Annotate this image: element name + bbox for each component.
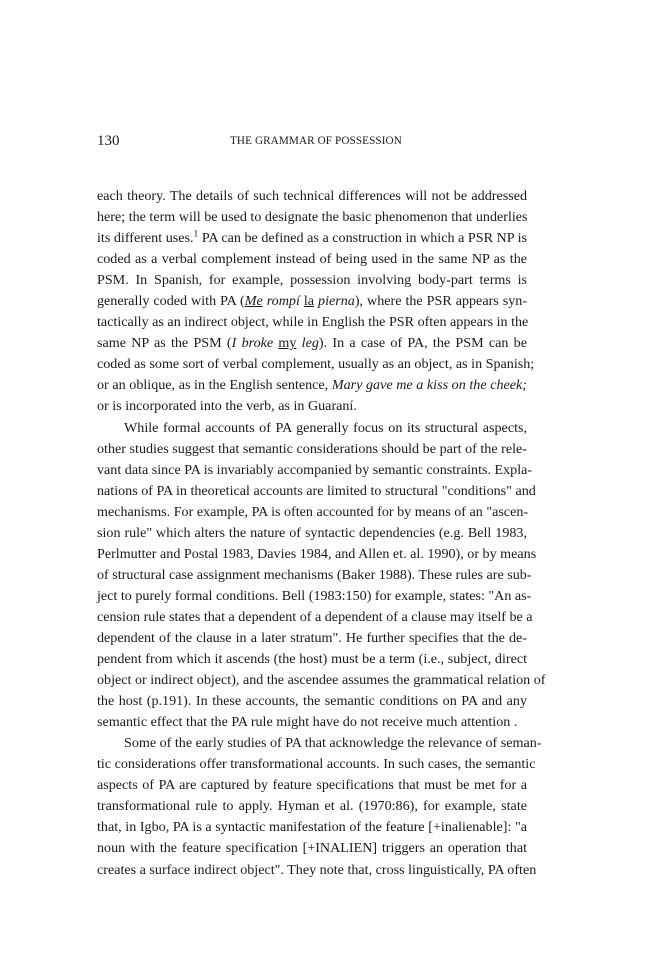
text-run: noun with the feature specification [+INALIEN] triggers an operation that	[97, 840, 527, 857]
text-line	[97, 228, 527, 249]
text-run: Perlmutter and Postal 1983, Davies 1984, and Allen et. al. 1990), or by means	[97, 545, 537, 562]
text-run: semantic effect that the PA rule might have do not receive much attention .	[97, 714, 518, 731]
text-run: nations of PA in theoretical accounts are limited to structural "conditions" and	[97, 482, 536, 499]
text-line	[97, 649, 527, 670]
italic-text: Mary gave me a kiss on the cheek;	[331, 377, 527, 394]
text-line	[97, 817, 527, 838]
text-run: ject to purely formal conditions. Bell (1983:150) for example, states: "An as-	[97, 587, 532, 604]
text-run: other studies suggest that semantic considerations should be part of the rele-	[97, 440, 527, 457]
text-run: mechanisms. For example, PA is often accounted for by means of an "ascen-	[97, 503, 529, 520]
text-run: While formal accounts of PA generally focus on its structural aspects,	[124, 419, 527, 436]
text-run: or an oblique, as in the English sentence,	[97, 377, 332, 394]
text-run: its different uses.	[97, 230, 194, 247]
text-line	[97, 312, 527, 333]
text-run: tic considerations offer transformational accounts. In such cases, the semantic	[97, 756, 536, 773]
text-line	[97, 333, 527, 354]
italic-text: I broke	[231, 335, 279, 352]
text-line	[97, 733, 542, 754]
text-run: generally coded with PA (	[97, 293, 245, 310]
text-run: Some of the early studies of PA that acknowledge the relevance of seman-	[124, 735, 542, 752]
text-run: that, in Igbo, PA is a syntactic manifestation of the feature [+inalienable]: "a	[97, 819, 527, 836]
italic-text: leg	[296, 335, 319, 352]
text-line	[97, 523, 527, 544]
text-line	[97, 249, 527, 270]
text-run: cension rule states that a dependent of a dependent of a clause may itself be a	[97, 608, 533, 625]
underlined-text: my	[278, 335, 297, 352]
text-run: or is incorporated into the verb, as in Guaraní.	[97, 398, 357, 415]
text-line	[97, 544, 537, 565]
text-line	[97, 354, 535, 375]
text-run: coded as some sort of verbal complement, usually as an object, as in Spanish;	[97, 356, 535, 373]
text-run: ), where the PSR appears syn-	[354, 293, 528, 310]
text-line	[97, 796, 527, 817]
text-line	[97, 375, 527, 396]
paragraph	[97, 186, 535, 418]
text-run: aspects of PA are captured by feature specifications that must be met for a	[97, 777, 527, 794]
text-run: pendent from which it ascends (the host) must be a term (i.e., subject, direct	[97, 651, 527, 668]
text-line	[97, 396, 527, 417]
text-run: creates a surface indirect object". They note that, cross linguistically, PA often	[97, 861, 537, 878]
text-line	[97, 565, 532, 586]
text-line	[97, 860, 537, 881]
text-run: coded as a verbal complement instead of being used in the same NP as the	[97, 251, 527, 268]
italic-text: rompí	[262, 293, 304, 310]
body-text	[97, 186, 546, 881]
running-head: THE GRAMMAR OF POSSESSION	[230, 135, 402, 147]
text-run: transformational rule to apply. Hyman et al. (1970:86), for example, state	[97, 798, 527, 815]
text-line	[97, 186, 527, 207]
text-run: of structural case assignment mechanisms (Baker 1988). These rules are sub-	[97, 566, 532, 583]
text-line	[97, 691, 527, 712]
page-header	[97, 133, 527, 153]
text-run: PSM. In Spanish, for example, possession involving body-part terms is	[97, 272, 527, 289]
text-line	[97, 712, 527, 733]
text-line	[97, 502, 527, 523]
text-run: dependent of the clause in a later stratum". He further specifies that the de-	[97, 629, 527, 646]
text-line	[97, 838, 527, 859]
underlined-text: la	[303, 293, 315, 310]
text-run: the host (p.191). In these accounts, the semantic conditions on PA and any	[97, 693, 527, 710]
text-run: PA can be defined as a construction in which a PSR NP is	[198, 230, 528, 247]
text-line	[97, 754, 536, 775]
text-line	[97, 481, 536, 502]
text-run: vant data since PA is invariably accompanied by semantic constraints. Expla-	[97, 461, 533, 478]
text-line	[97, 460, 533, 481]
text-line	[97, 207, 527, 228]
text-line	[97, 628, 527, 649]
italic-text: pierna	[314, 293, 355, 310]
paragraph	[97, 418, 546, 734]
text-line	[97, 670, 546, 691]
italic-underlined-text: Me	[244, 293, 263, 310]
footnote-marker: 1	[193, 229, 199, 240]
text-line	[97, 775, 527, 796]
text-line	[97, 270, 527, 291]
text-run: ). In a case of PA, the PSM can be	[318, 335, 527, 352]
page-number: 130	[97, 133, 120, 149]
text-run: same NP as the PSM (	[97, 335, 232, 352]
text-line	[97, 586, 532, 607]
text-run: sion rule" which alters the nature of syntactic dependencies (e.g. Bell 1983,	[97, 524, 527, 541]
text-line	[97, 418, 527, 439]
text-line	[97, 607, 533, 628]
paragraph	[97, 733, 542, 880]
text-run: here; the term will be used to designate the basic phenomenon that underlies	[97, 209, 528, 226]
text-line	[97, 439, 527, 460]
text-run: object or indirect object), and the ascendee assumes the grammatical relation of	[97, 672, 546, 689]
text-run: each theory. The details of such technical differences will not be addressed	[97, 188, 527, 204]
text-run: tactically as an indirect object, while in English the PSR often appears in the	[97, 314, 529, 331]
text-line	[97, 291, 527, 312]
